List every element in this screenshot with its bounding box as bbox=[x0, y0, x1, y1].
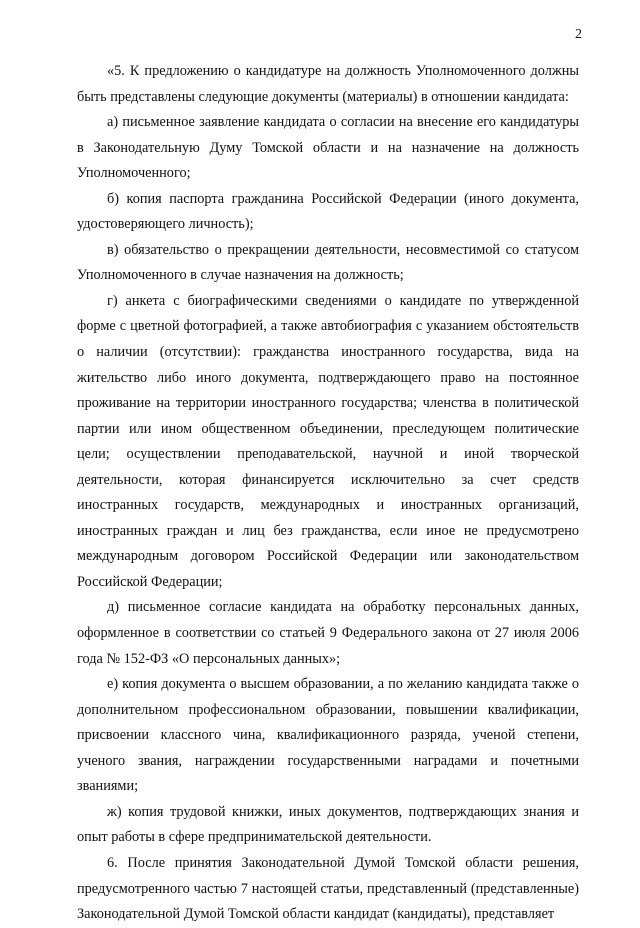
paragraph-subitem-e: е) копия документа о высшем образовании, а по желанию кандидата также о дополнительном профессиональном образовании, повышении квалификации, присвоении классного чина, квалификационного разряда, ученой степени, ученого звания, награждении государственными наградами и почетными званиями; bbox=[77, 676, 579, 795]
paragraph-subitem-g: г) анкета с биографическими сведениями о кандидате по утвержденной форме с цветной фотографией, а также автобиография с указанием обстоятельств о наличии (отсутствии): гражданства иностранного государства, вида на жительство либо иного документа, подтверждающего право на постоянное проживание на территории иностранного государства; членства в политической партии или ином общественном объединении, преследующем политические цели; осуществлении преподавательской, научной и иной творческой деятельности, которая финансируется исключительно за счет средств иностранных государств, международных и иностранных организаций, иностранных граждан и лиц без гражданства, если иное не предусмотрено международным договором Российской Федерации или законодательством Российской Федерации; bbox=[77, 292, 579, 590]
document-body bbox=[77, 59, 579, 928]
paragraph-subitem-zh: ж) копия трудовой книжки, иных документов, подтверждающих знания и опыт работы в сфере предпринимательской деятельности. bbox=[77, 803, 579, 846]
page-number: 2 bbox=[575, 27, 582, 42]
paragraph-subitem-a: а) письменное заявление кандидата о согласии на внесение его кандидатуры в Законодательную Думу Томской области и на назначение на должность Уполномоченного; bbox=[77, 114, 579, 182]
paragraph-subitem-v: в) обязательство о прекращении деятельности, несовместимой со статусом Уполномоченного в случае назначения на должность; bbox=[77, 241, 579, 284]
paragraph-subitem-d: д) письменное согласие кандидата на обработку персональных данных, оформленное в соответствии со статьей 9 Федерального закона от 27 июля 2006 года № 152-ФЗ «О персональных данных»; bbox=[77, 599, 579, 667]
paragraph-item-5-intro: «5. К предложению о кандидатуре на должность Уполномоченного должны быть представлены следующие документы (материалы) в отношении кандидата: bbox=[77, 63, 579, 105]
paragraph-subitem-b: б) копия паспорта гражданина Российской Федерации (иного документа, удостоверяющего личность); bbox=[77, 190, 579, 233]
paragraph-item-6: 6. После принятия Законодательной Думой Томской области решения, предусмотренного частью 7 настоящей статьи, представленный (представленные) Законодательной Думой Томской области кандидат (кандидаты), представляет bbox=[77, 854, 579, 923]
